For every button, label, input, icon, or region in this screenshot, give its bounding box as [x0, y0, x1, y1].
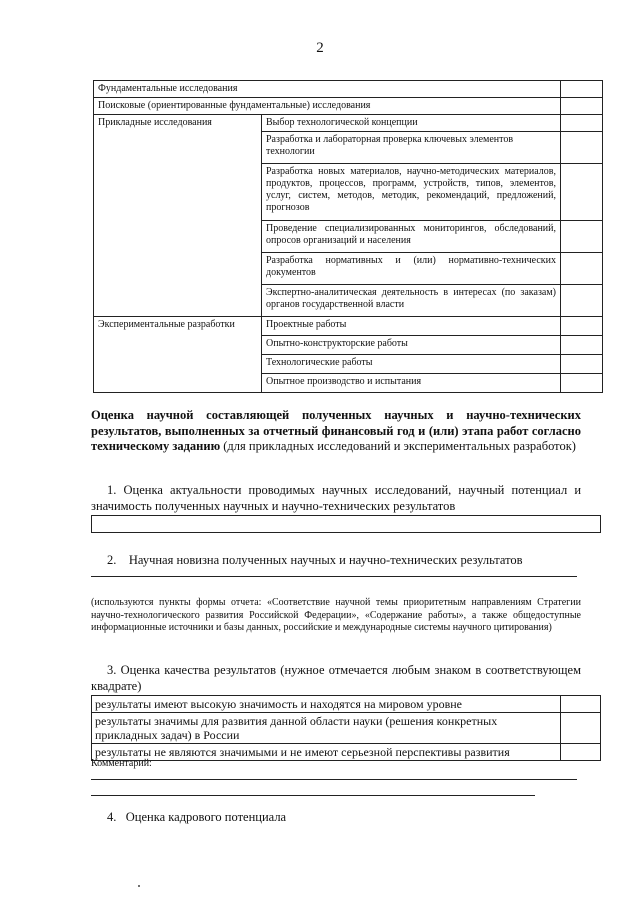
checkbox-applied-3[interactable] [561, 164, 603, 221]
applied-item: Выбор технологической концепции [262, 115, 561, 132]
quality-option-label: результаты значимы для развития данной области науки (решения конкретных прикладных задач) в России [92, 713, 561, 744]
table-row [92, 696, 601, 713]
item-number: 3. [107, 663, 117, 677]
applied-item: Разработка и лабораторная проверка ключевых элементов технологии [262, 132, 561, 164]
checkbox-applied-6[interactable] [561, 285, 603, 317]
quality-option-label: результаты имеют высокую значимость и находятся на мировом уровне [92, 696, 561, 713]
experimental-item: Проектные работы [262, 317, 561, 336]
section-heading-bold: Оценка научной составляющей полученных научных и научно-технических результатов, выполненных за отчетный финансовый год и (или) этапа работ согласно техническому заданию [91, 408, 581, 453]
checkbox-applied-1[interactable] [561, 115, 603, 132]
table-row [92, 744, 601, 761]
experimental-dev-cell: Экспериментальные разработки [94, 317, 262, 393]
fundamental-research-cell: Фундаментальные исследования [94, 81, 561, 98]
checkbox-fundamental[interactable] [561, 81, 603, 98]
item-3 [91, 662, 581, 694]
comment-line-1[interactable] [91, 779, 577, 780]
checkbox-experimental-2[interactable] [561, 336, 603, 355]
quality-checkbox-1[interactable] [561, 696, 601, 713]
checkbox-applied-2[interactable] [561, 132, 603, 164]
checkbox-exploratory[interactable] [561, 98, 603, 115]
item-number: 1. [107, 483, 117, 497]
item-text: Оценка актуальности проводимых научных исследований, научный потенциал и значимость полученных научных и научно-технических результатов [91, 483, 582, 513]
comment-label: Комментарий: [91, 758, 152, 769]
section-heading [91, 408, 581, 455]
item-4 [91, 810, 286, 825]
item-number: 4. [107, 810, 117, 824]
quality-checkbox-2[interactable] [561, 713, 601, 744]
applied-item: Разработка нормативных и (или) нормативно-технических документов [262, 253, 561, 285]
table-row [94, 98, 603, 115]
experimental-item: Опытное производство и испытания [262, 374, 561, 393]
applied-item: Разработка новых материалов, научно-методических материалов, продуктов, процессов, программ, устройств, типов, элементов, услуг, систем, методов, методик, рекомендаций, предложений, прогнозов [262, 164, 561, 221]
research-categories-table [93, 80, 603, 393]
quality-option-label: результаты не являются значимыми и не имеют серьезной перспективы развития [92, 744, 561, 761]
table-row [92, 713, 601, 744]
quality-options-table [91, 695, 601, 761]
exploratory-research-cell: Поисковые (ориентированные фундаментальные) исследования [94, 98, 561, 115]
item-2 [91, 552, 581, 568]
scan-speck [138, 885, 140, 887]
checkbox-applied-4[interactable] [561, 221, 603, 253]
quality-checkbox-3[interactable] [561, 744, 601, 761]
item-2-note: (используются пункты формы отчета: «Соответствие научной темы приоритетным направлениям Стратегии научно-технологического развития Российской Федерации», «Содержание работы», а также общедоступные информационные источники и базы данных, российские и международные системы научного цитирования) [91, 597, 581, 633]
item-number: 2. [107, 553, 117, 567]
section-heading-note: (для прикладных исследований и экспериментальных разработок) [220, 439, 576, 453]
item-text: Оценка качества результатов (нужное отмечается любым знаком в соответствующем квадрате) [91, 663, 581, 693]
novelty-answer-line[interactable] [91, 576, 577, 577]
checkbox-experimental-3[interactable] [561, 355, 603, 374]
table-row [94, 115, 603, 132]
table-row [94, 81, 603, 98]
experimental-item: Технологические работы [262, 355, 561, 374]
item-1 [91, 482, 581, 514]
experimental-item: Опытно-конструкторские работы [262, 336, 561, 355]
checkbox-applied-5[interactable] [561, 253, 603, 285]
item-text: Оценка кадрового потенциала [125, 810, 287, 824]
applied-item: Экспертно-аналитическая деятельность в интересах (по заказам) органов государственной власти [262, 285, 561, 317]
comment-line-2[interactable] [91, 795, 535, 796]
applied-item: Проведение специализированных мониторингов, обследований, опросов организаций и населения [262, 221, 561, 253]
page-number: 2 [316, 40, 324, 56]
table-row [94, 317, 603, 336]
item-text: Научная новизна полученных научных и научно-технических результатов [128, 553, 523, 567]
checkbox-experimental-4[interactable] [561, 374, 603, 393]
applied-research-cell: Прикладные исследования [94, 115, 262, 317]
relevance-answer-field[interactable] [91, 515, 601, 533]
checkbox-experimental-1[interactable] [561, 317, 603, 336]
